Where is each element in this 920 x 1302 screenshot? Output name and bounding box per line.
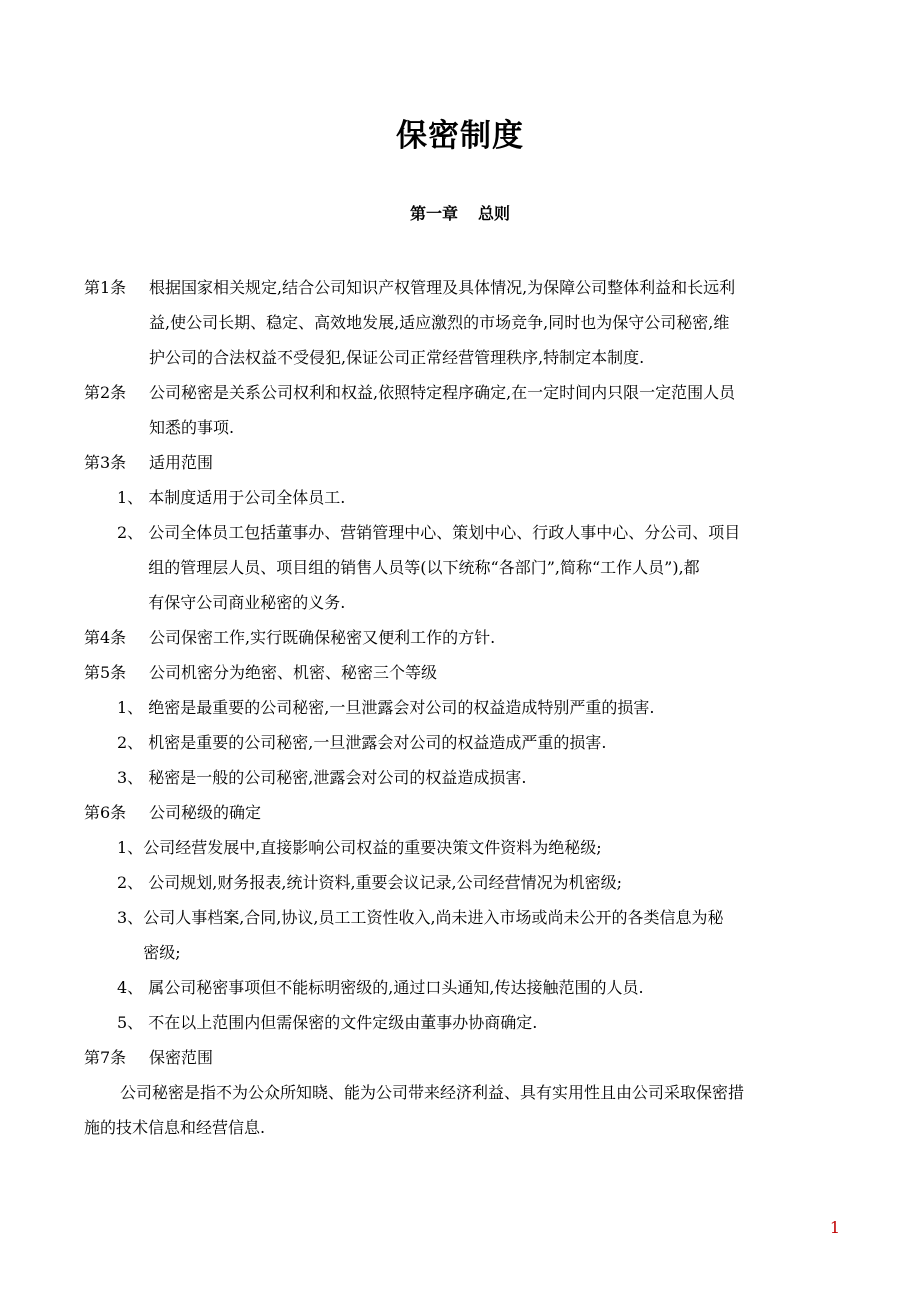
article-text xyxy=(149,375,844,445)
article-line: 公司秘级的确定 xyxy=(149,803,262,822)
article-text xyxy=(149,795,844,830)
item-number: 2、 xyxy=(117,733,149,752)
item-number: 1、 xyxy=(117,488,149,507)
item-text xyxy=(143,830,601,865)
article-number: 第5条 xyxy=(84,663,127,682)
article-number: 第7条 xyxy=(84,1048,127,1067)
article-text xyxy=(149,270,844,375)
item-number: 3、 xyxy=(117,768,149,787)
document-title: 保密制度 xyxy=(396,118,524,154)
item-line: 公司经营发展中,直接影响公司权益的重要决策文件资料为绝秘级; xyxy=(143,838,602,857)
item-number: 2、 xyxy=(117,523,149,542)
article-line: 公司保密工作,实行既确保秘密又便利工作的方针. xyxy=(149,628,496,647)
article-6-item-1 xyxy=(84,830,844,865)
article-7 xyxy=(84,1040,844,1075)
paragraph-line: 施的技术信息和经营信息. xyxy=(84,1118,266,1137)
article-6-item-5 xyxy=(84,1005,844,1040)
chapter-name: 总则 xyxy=(478,204,511,223)
article-2 xyxy=(84,375,844,445)
article-line: 益,使公司长期、稳定、高效地发展,适应激烈的市场竞争,同时也为保守公司秘密,维 xyxy=(149,313,730,332)
item-number: 5、 xyxy=(117,1013,149,1032)
item-line: 绝密是最重要的公司秘密,一旦泄露会对公司的权益造成特别严重的损害. xyxy=(148,698,655,717)
item-number: 1、 xyxy=(117,698,149,717)
article-number: 第6条 xyxy=(84,803,127,822)
item-number: 3、 xyxy=(117,908,144,927)
item-line: 公司全体员工包括董事办、营销管理中心、策划中心、行政人事中心、分公司、项目 xyxy=(148,523,741,542)
article-5-item-1 xyxy=(84,690,844,725)
item-text xyxy=(148,690,654,725)
item-text xyxy=(143,900,723,970)
item-line: 有保守公司商业秘密的义务. xyxy=(148,593,346,612)
article-text xyxy=(149,620,844,655)
item-number: 1、 xyxy=(117,838,144,857)
item-line: 公司规划,财务报表,统计资料,重要会议记录,公司经营情况为机密级; xyxy=(148,873,623,892)
article-line: 公司机密分为绝密、机密、秘密三个等级 xyxy=(149,663,438,682)
item-line: 公司人事档案,合同,协议,员工工资性收入,尚未进入市场或尚未公开的各类信息为秘 xyxy=(143,908,724,927)
article-line: 根据国家相关规定,结合公司知识产权管理及具体情况,为保障公司整体利益和长远利 xyxy=(149,278,736,297)
item-line: 机密是重要的公司秘密,一旦泄露会对公司的权益造成严重的损害. xyxy=(148,733,607,752)
article-3-item-1 xyxy=(84,480,844,515)
article-6-item-4 xyxy=(84,970,844,1005)
chapter-heading xyxy=(0,201,920,227)
item-text xyxy=(148,480,345,515)
chapter-label: 第一章 xyxy=(409,204,458,223)
page-number: 1 xyxy=(829,1218,840,1237)
article-7-paragraph xyxy=(84,1075,844,1145)
article-5-item-3 xyxy=(84,760,844,795)
article-6-item-3 xyxy=(84,900,844,970)
article-line: 适用范围 xyxy=(149,453,214,472)
article-number: 第3条 xyxy=(84,453,127,472)
item-text xyxy=(148,1005,537,1040)
article-3 xyxy=(84,445,844,480)
article-number: 第1条 xyxy=(84,278,127,297)
paragraph-line: 公司秘密是指不为公众所知晓、能为公司带来经济利益、具有实用性且由公司采取保密措 xyxy=(120,1083,745,1102)
article-line: 知悉的事项. xyxy=(149,418,235,437)
article-number: 第2条 xyxy=(84,383,127,402)
item-text xyxy=(148,865,622,900)
item-line: 密级; xyxy=(143,943,181,962)
item-text xyxy=(148,515,740,620)
item-line: 组的管理层人员、项目组的销售人员等(以下统称“各部门”,简称“工作人员”),都 xyxy=(148,558,700,577)
article-5-item-2 xyxy=(84,725,844,760)
article-6-item-2 xyxy=(84,865,844,900)
article-6 xyxy=(84,795,844,830)
article-line: 公司秘密是关系公司权利和权益,依照特定程序确定,在一定时间内只限一定范围人员 xyxy=(149,383,736,402)
item-line: 不在以上范围内但需保密的文件定级由董事办协商确定. xyxy=(148,1013,538,1032)
item-text xyxy=(148,760,526,795)
article-3-item-2 xyxy=(84,515,844,620)
article-text xyxy=(149,1040,844,1075)
article-text xyxy=(149,655,844,690)
document-body xyxy=(84,270,844,1145)
item-line: 属公司秘密事项但不能标明密级的,通过口头通知,传达接触范围的人员. xyxy=(148,978,644,997)
article-1 xyxy=(84,270,844,375)
item-text xyxy=(148,970,643,1005)
item-line: 秘密是一般的公司秘密,泄露会对公司的权益造成损害. xyxy=(148,768,527,787)
item-line: 本制度适用于公司全体员工. xyxy=(148,488,346,507)
item-text xyxy=(148,725,606,760)
item-number: 2、 xyxy=(117,873,149,892)
article-number: 第4条 xyxy=(84,628,127,647)
article-line: 保密范围 xyxy=(149,1048,214,1067)
article-text xyxy=(149,445,844,480)
article-5 xyxy=(84,655,844,690)
article-line: 护公司的合法权益不受侵犯,保证公司正常经营管理秩序,特制定本制度. xyxy=(149,348,645,367)
article-4 xyxy=(84,620,844,655)
item-number: 4、 xyxy=(117,978,149,997)
